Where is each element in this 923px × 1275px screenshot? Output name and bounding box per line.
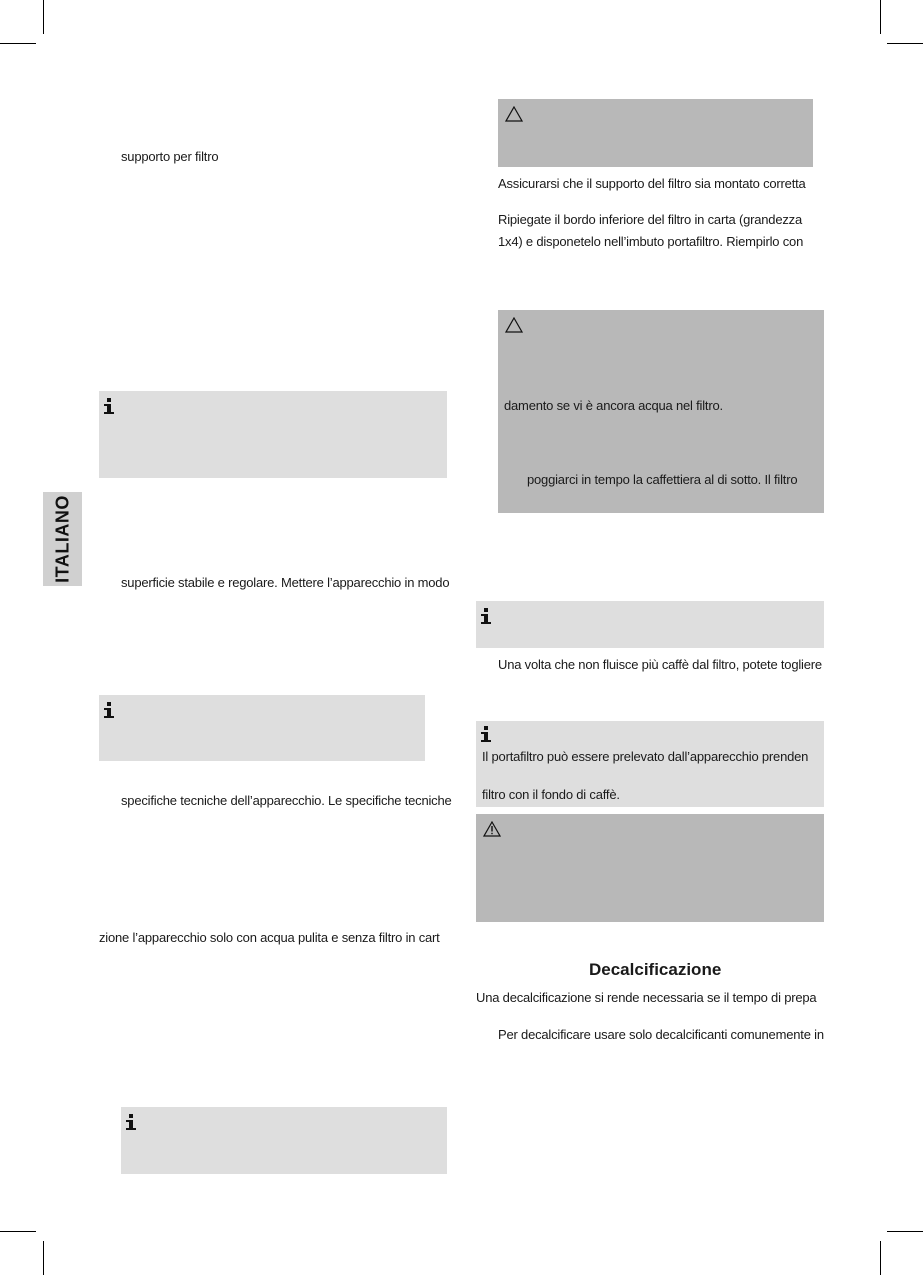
warning-text-line: poggiarci in tempo la caffettiera al di sotto. Il filtro [527,472,798,487]
warning-box [498,310,824,513]
info-icon [104,398,114,415]
left-text-line: specifiche tecniche dell’apparecchio. Le specifiche tecniche [121,793,452,808]
info-box [99,391,447,478]
info-box [476,601,824,648]
info-icon [481,726,491,743]
info-box [476,721,824,807]
info-text-line: filtro con il fondo di caffè. [482,787,620,802]
crop-mark [887,1231,923,1232]
crop-mark [0,1231,36,1232]
warning-triangle-icon [505,317,523,333]
crop-mark [880,1241,881,1275]
warning-box [476,814,824,922]
info-icon [104,702,114,719]
right-text-line: 1x4) e disponetelo nell’imbuto portafiltro. Riempirlo con [498,234,804,249]
right-text-line: Una decalcificazione si rende necessaria se il tempo di prepa [476,990,817,1005]
language-tab-label: ITALIANO [52,495,72,583]
left-text-line: supporto per filtro [121,149,219,164]
warning-text-line: damento se vi è ancora acqua nel filtro. [504,398,723,413]
crop-mark [887,43,923,44]
info-box [121,1107,447,1174]
info-icon [481,608,491,625]
info-icon [126,1114,136,1131]
warning-exclamation-icon [483,821,501,837]
right-text-line: Assicurarsi che il supporto del filtro sia montato corretta [498,176,806,191]
left-text-line: superficie stabile e regolare. Mettere l’apparecchio in modo [121,575,450,590]
crop-mark [43,0,44,34]
right-text-line: Una volta che non fluisce più caffè dal filtro, potete togliere [498,657,822,672]
info-box [99,695,425,761]
info-text-line: Il portafiltro può essere prelevato dall’apparecchio prenden [482,749,809,764]
section-heading: Decalcificazione [589,960,722,979]
language-tab [43,492,82,586]
warning-triangle-icon [505,106,523,122]
right-text-line: Ripiegate il bordo inferiore del filtro in carta (grandezza [498,212,802,227]
warning-box [498,99,813,167]
crop-mark [880,0,881,34]
right-text-line: Per decalcificare usare solo decalcificanti comunemente in [498,1027,824,1042]
left-text-line: zione l’apparecchio solo con acqua pulita e senza filtro in cart [99,930,440,945]
crop-mark [0,43,36,44]
crop-mark [43,1241,44,1275]
